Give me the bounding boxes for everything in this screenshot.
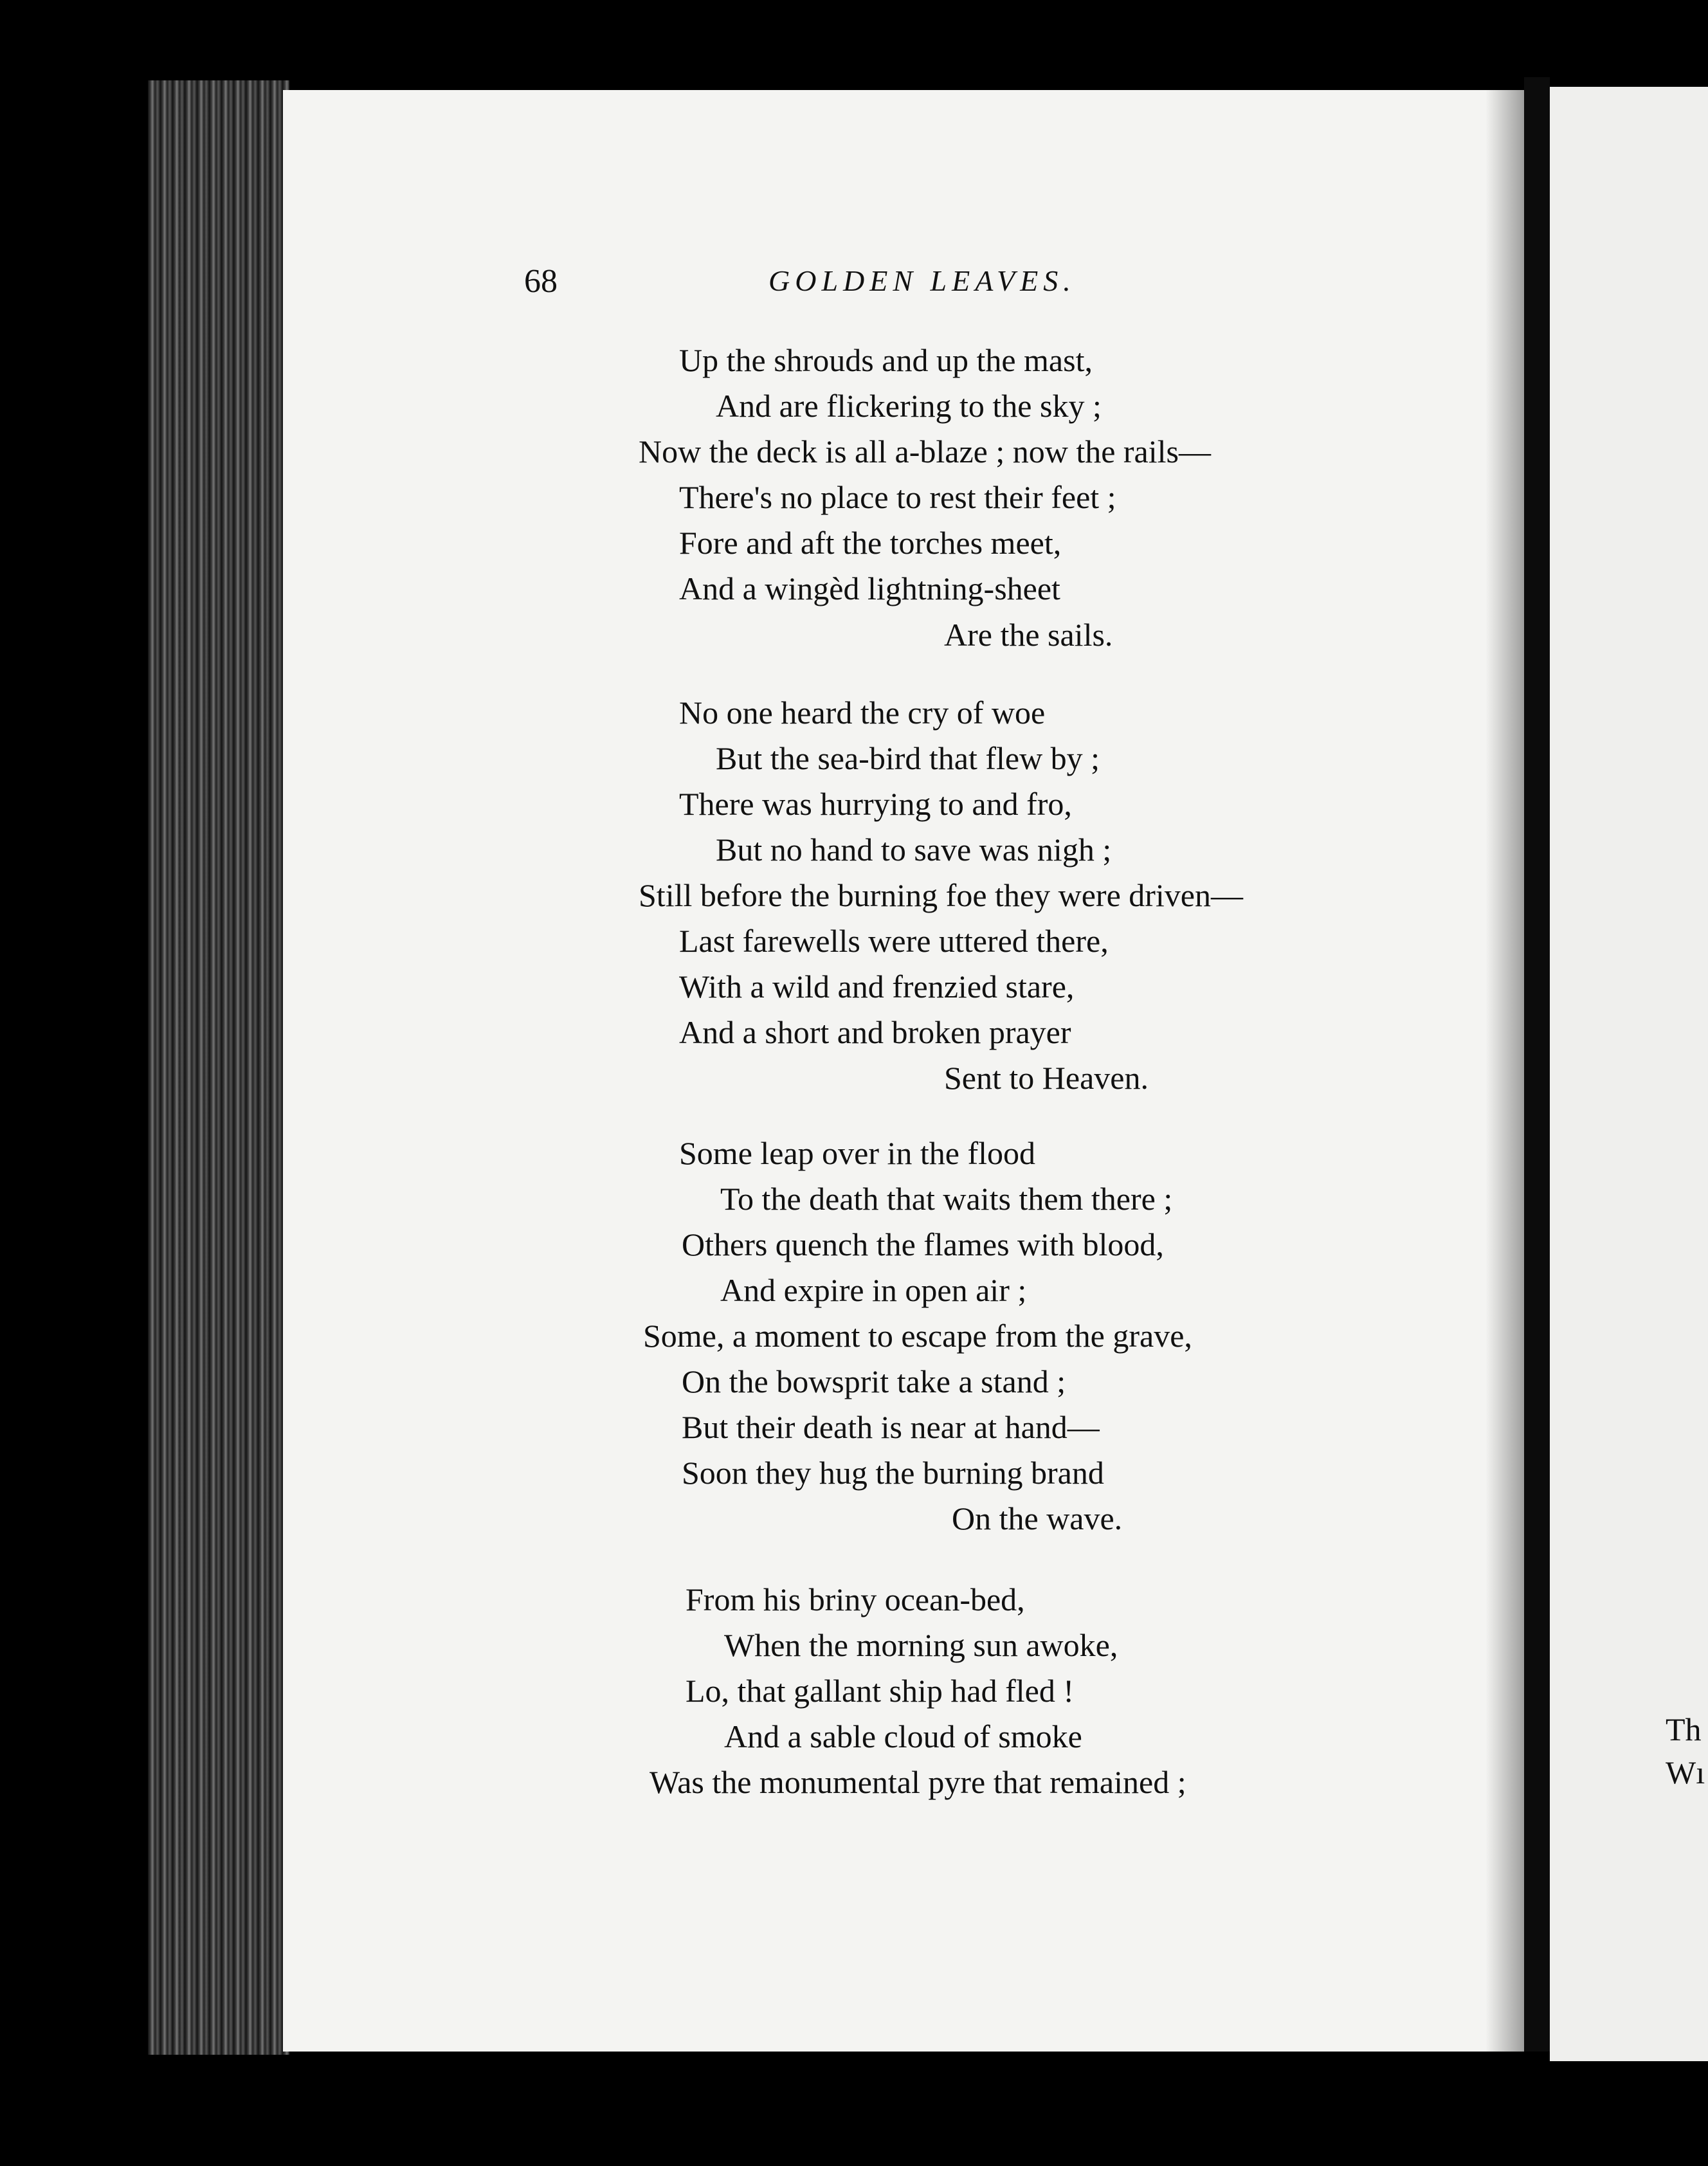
poem-line: And expire in open air ; bbox=[720, 1272, 1027, 1308]
poem-line: Last farewells were uttered there, bbox=[679, 923, 1109, 959]
poem-line: Sent to Heaven. bbox=[944, 1060, 1149, 1096]
poem-line: And a wingèd lightning-sheet bbox=[679, 570, 1060, 606]
poem-line: No one heard the cry of woe bbox=[679, 695, 1046, 731]
poem-line: But the sea-bird that flew by ; bbox=[716, 740, 1100, 776]
poem-line: But their death is near at hand— bbox=[682, 1409, 1100, 1445]
poem-line: And are flickering to the sky ; bbox=[716, 388, 1102, 424]
poem-line: When the morning sun awoke, bbox=[724, 1627, 1118, 1663]
book-page bbox=[283, 90, 1524, 2052]
poem-line: There was hurrying to and fro, bbox=[679, 786, 1072, 822]
poem-line: Others quench the flames with blood, bbox=[682, 1226, 1164, 1262]
book-fore-edge bbox=[148, 80, 289, 2055]
poem-line: On the wave. bbox=[952, 1500, 1123, 1536]
poem-line: But no hand to save was nigh ; bbox=[716, 832, 1112, 868]
poem-line: Was the monumental pyre that remained ; bbox=[650, 1764, 1186, 1800]
poem-line: On the bowsprit take a stand ; bbox=[682, 1363, 1066, 1399]
book-gutter bbox=[1524, 77, 1550, 2052]
poem-line: Lo, that gallant ship had fled ! bbox=[686, 1673, 1075, 1709]
poem-line: Some leap over in the flood bbox=[679, 1135, 1036, 1171]
poem-line: Are the sails. bbox=[944, 617, 1113, 653]
page-header bbox=[524, 262, 1148, 307]
poem-line: Now the deck is all a-blaze ; now the rails— bbox=[639, 433, 1211, 469]
poem-line: There's no place to rest their feet ; bbox=[679, 479, 1116, 515]
poem-line: Soon they hug the burning brand bbox=[682, 1455, 1104, 1491]
poem-line: With a wild and frenzied stare, bbox=[679, 969, 1075, 1005]
facing-page-fragment: Th bbox=[1666, 1711, 1702, 1747]
facing-page bbox=[1550, 87, 1708, 2061]
running-title: GOLDEN LEAVES. bbox=[768, 264, 1076, 297]
poem-line: From his briny ocean-bed, bbox=[686, 1581, 1025, 1617]
poem-line: And a sable cloud of smoke bbox=[724, 1718, 1082, 1754]
poem-line: Up the shrouds and up the mast, bbox=[679, 342, 1093, 378]
page-number: 68 bbox=[524, 263, 558, 300]
poem-line: To the death that waits them there ; bbox=[720, 1181, 1173, 1217]
poem-line: Fore and aft the torches meet, bbox=[679, 525, 1062, 561]
spine-shadow bbox=[1485, 90, 1524, 2052]
poem-line: And a short and broken prayer bbox=[679, 1014, 1071, 1050]
poem-line: Still before the burning foe they were driven— bbox=[639, 877, 1243, 913]
poem-line: Some, a moment to escape from the grave, bbox=[643, 1318, 1192, 1354]
facing-page-fragment: Wı bbox=[1666, 1754, 1705, 1790]
